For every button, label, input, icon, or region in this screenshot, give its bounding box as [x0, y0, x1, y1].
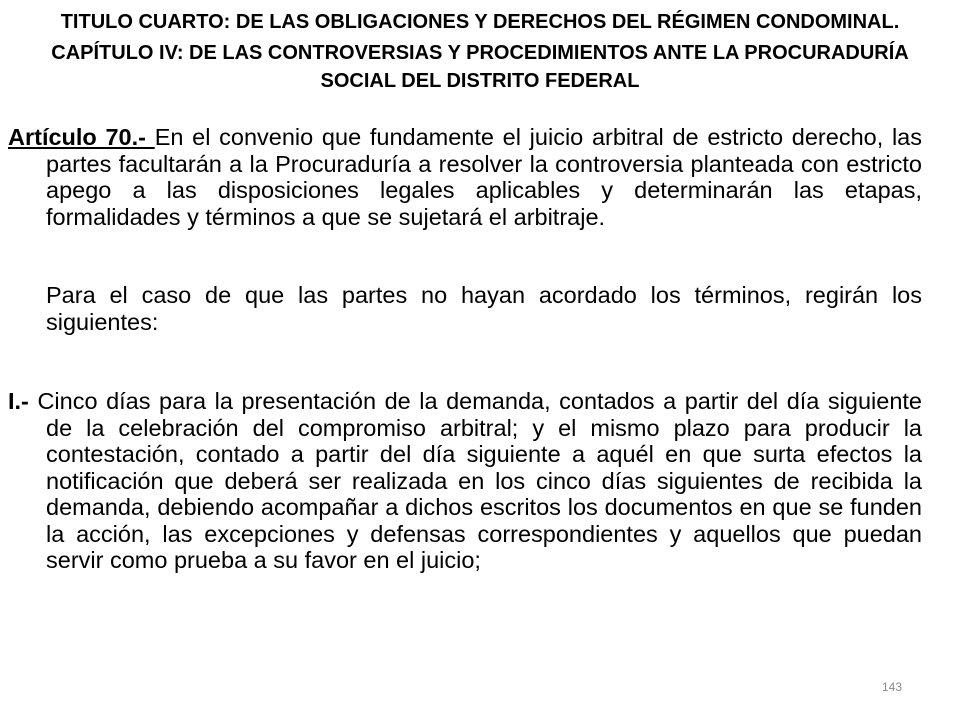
article-70-paragraph — [8, 124, 922, 230]
document-header — [20, 8, 940, 95]
fraction-i-label: I.- — [8, 388, 38, 414]
chapter-heading: CAPÍTULO IV: DE LAS CONTROVERSIAS Y PROCEDIMIENTOS ANTE LA PROCURADURÍA SOCIAL DEL DISTRITO FEDERAL — [51, 42, 909, 92]
fraction-i-paragraph — [8, 388, 922, 574]
article-label: Artículo 70.- — [8, 124, 155, 150]
document-body — [8, 124, 922, 574]
terms-text: Para el caso de que las partes no hayan acordado los términos, regirán los siguientes: — [46, 282, 922, 335]
terms-paragraph — [8, 282, 922, 335]
fraction-i-text: Cinco días para la presentación de la demanda, contados a partir del día siguiente de la celebración del compromiso arbitral; y el mismo plazo para producir la contestación, contado a partir del día siguiente a aquél en que surta efectos la notificación que deberá ser realizada en los cinco días siguientes de recibida la demanda, debiendo acompañar a dichos escritos los documentos en que se funden la acción, las excepciones y defensas correspondientes y aquellos que puedan servir como prueba a su favor en el juicio; — [37, 388, 922, 573]
title-heading: TITULO CUARTO: DE LAS OBLIGACIONES Y DERECHOS DEL RÉGIMEN CONDOMINAL. — [60, 11, 900, 33]
article-text: En el convenio que fundamente el juicio arbitral de estricto derecho, las partes facultarán a la Procuraduría a resolver la controversia planteada con estricto apego a las disposiciones legales aplicables y determinarán las etapas, formalidades y términos a que se sujetará el arbitraje. — [46, 124, 922, 230]
page-number: 143 — [881, 680, 903, 694]
